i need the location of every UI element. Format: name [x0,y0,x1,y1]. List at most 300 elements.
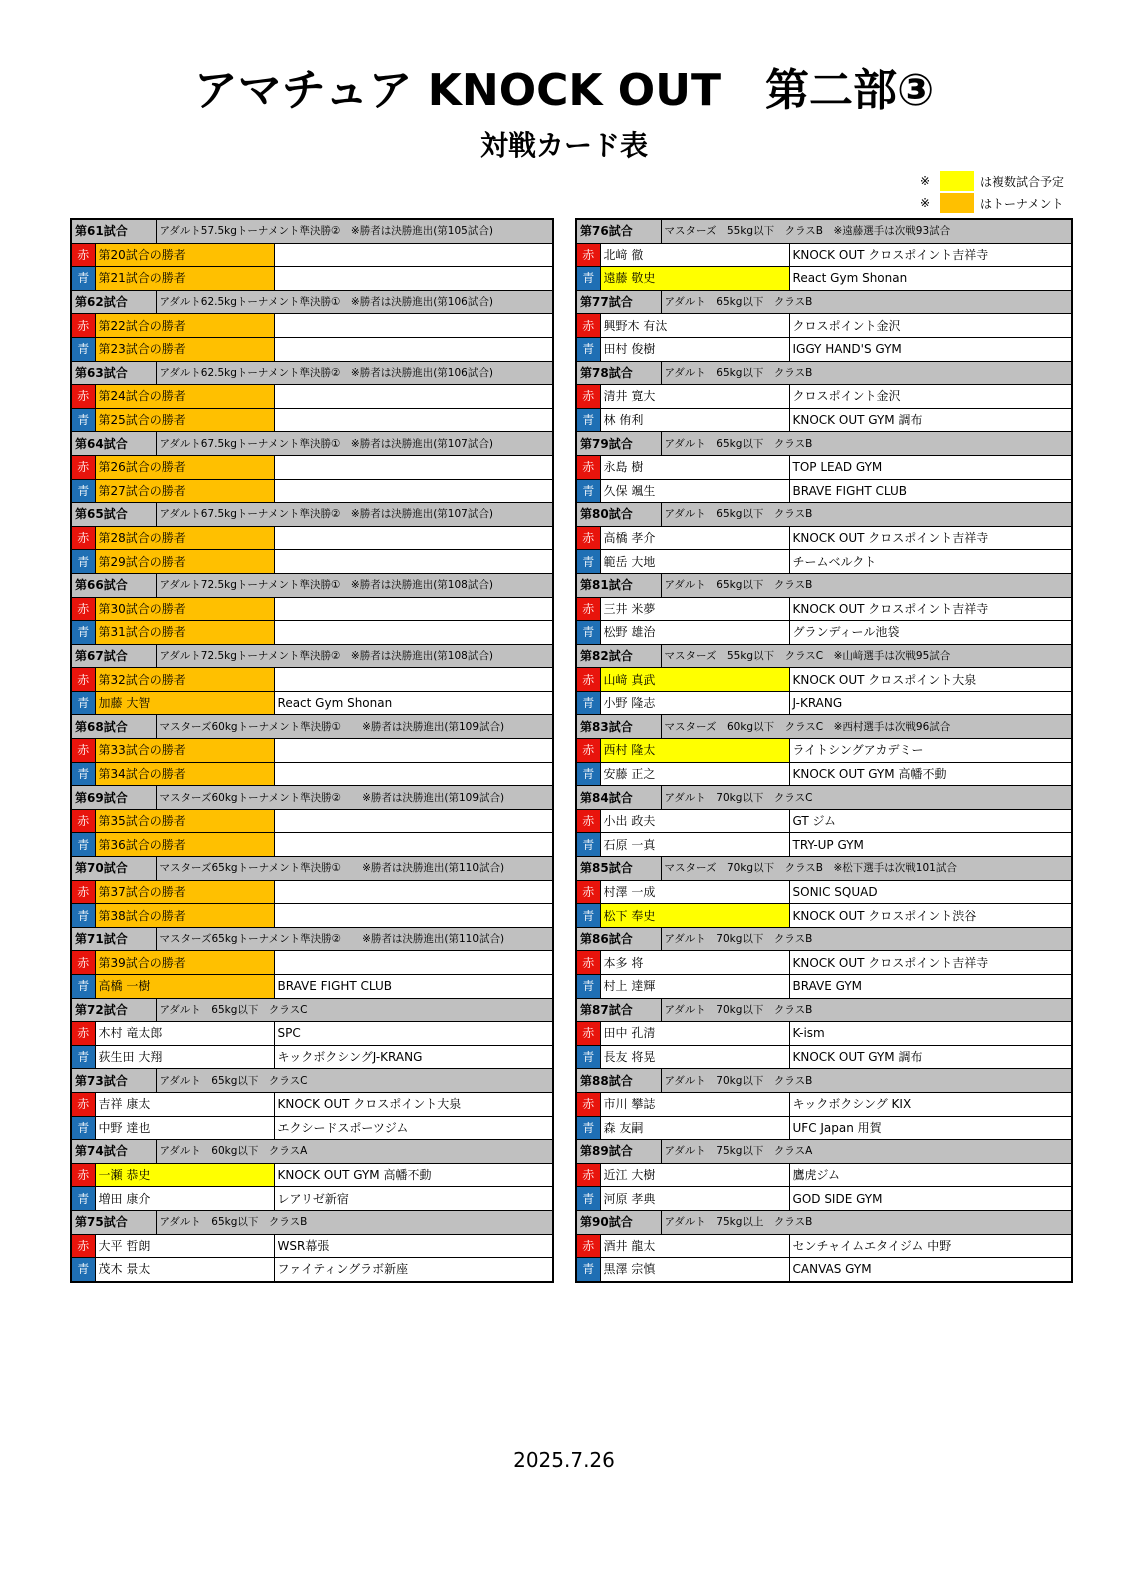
fighter-gym [274,762,553,786]
fighter-name: 第34試合の勝者 [95,762,274,786]
fighter-name: 安藤 正之 [600,762,789,786]
legend-text: はトーナメント [980,196,1064,211]
match-info: アダルト 70kg以下 クラスC [661,786,1072,810]
fighter-name: 石原 一真 [600,833,789,857]
fighter-name: 第35試合の勝者 [95,809,274,833]
fighter-row-red [576,526,1072,550]
corner-red-badge: 赤 [576,1163,600,1187]
fighter-gym [274,904,553,928]
fighter-name: 第32試合の勝者 [95,668,274,692]
match-number: 第71試合 [71,927,156,951]
match-number: 第62試合 [71,290,156,314]
fighter-name: 増田 康介 [95,1187,274,1211]
corner-red-badge: 赤 [576,243,600,267]
fighter-name: 清井 寛大 [600,385,789,409]
fighter-gym: BRAVE FIGHT CLUB [789,479,1072,503]
fighter-name: 市川 攀誌 [600,1092,789,1116]
match-number: 第65試合 [71,503,156,527]
match-info: アダルト62.5kgトーナメント準決勝① ※勝者は決勝進出(第106試合) [156,290,553,314]
fighter-gym [274,809,553,833]
match-info: アダルト 65kg以下 クラスB [661,290,1072,314]
fighter-name: 茂木 景太 [95,1258,274,1282]
fighter-name: 山﨑 真武 [600,668,789,692]
fighter-row-blue [71,621,553,645]
fighter-name: 一瀬 恭史 [95,1163,274,1187]
corner-blue-badge: 青 [576,691,600,715]
fighter-name: 三井 米夢 [600,597,789,621]
fighter-gym [274,951,553,975]
match-header [576,1140,1072,1164]
corner-blue-badge: 青 [71,267,95,291]
fighter-row-red [576,385,1072,409]
fighter-row-red [71,597,553,621]
match-number: 第70試合 [71,857,156,881]
legend-tournament [920,192,1064,214]
match-number: 第72試合 [71,998,156,1022]
fighter-gym [274,621,553,645]
fighter-name: 第29試合の勝者 [95,550,274,574]
fighter-row-blue [576,833,1072,857]
fighter-name: 近江 大樹 [600,1163,789,1187]
fighter-gym [274,597,553,621]
fighter-gym [274,385,553,409]
fighter-name: 第25試合の勝者 [95,408,274,432]
fighter-name: 高橋 一樹 [95,975,274,999]
match-number: 第90試合 [576,1210,661,1234]
page-title: アマチュア KNOCK OUT 第二部③ [193,65,935,116]
fighter-name: 本多 将 [600,951,789,975]
fighter-name: 田中 孔清 [600,1022,789,1046]
fighter-row-red [71,1163,553,1187]
fighter-row-red [71,385,553,409]
match-number: 第75試合 [71,1210,156,1234]
fighter-row-blue [576,762,1072,786]
match-info: アダルト67.5kgトーナメント準決勝② ※勝者は決勝進出(第107試合) [156,503,553,527]
fighter-gym: グランディール池袋 [789,621,1072,645]
fighter-row-blue [71,1045,553,1069]
fighter-row-blue [576,267,1072,291]
corner-red-badge: 赤 [71,526,95,550]
fighter-gym: クロスポイント金沢 [789,314,1072,338]
fighter-gym: KNOCK OUT クロスポイント吉祥寺 [789,243,1072,267]
fighter-row-red [71,526,553,550]
fighter-name: 高橋 孝介 [600,526,789,550]
fighter-name: 大平 哲朗 [95,1234,274,1258]
corner-blue-badge: 青 [576,408,600,432]
fighter-name: 松野 雄治 [600,621,789,645]
fighter-gym: SONIC SQUAD [789,880,1072,904]
fighter-gym: KNOCK OUT クロスポイント大泉 [789,668,1072,692]
fighter-row-blue [576,1045,1072,1069]
fighter-name: 酒井 龍太 [600,1234,789,1258]
corner-red-badge: 赤 [576,526,600,550]
fighter-gym: BRAVE GYM [789,975,1072,999]
fighter-name: 松下 奉史 [600,904,789,928]
match-info: アダルト 75kg以下 クラスA [661,1140,1072,1164]
corner-red-badge: 赤 [576,1234,600,1258]
match-header [576,290,1072,314]
fighter-name: 第20試合の勝者 [95,243,274,267]
fighter-row-red [576,951,1072,975]
corner-red-badge: 赤 [71,1234,95,1258]
match-number: 第64試合 [71,432,156,456]
corner-blue-badge: 青 [576,1045,600,1069]
match-info: アダルト 65kg以下 クラスC [156,998,553,1022]
fighter-name: 範岳 大地 [600,550,789,574]
corner-red-badge: 赤 [576,880,600,904]
fighter-row-blue [71,1258,553,1282]
match-info: マスターズ 55kg以下 クラスB ※遠藤選手は次戦93試合 [661,219,1072,243]
match-info: アダルト 65kg以下 クラスB [661,503,1072,527]
match-number: 第69試合 [71,786,156,810]
fighter-gym: KNOCK OUT GYM 高幡不動 [274,1163,553,1187]
fighter-row-red [71,809,553,833]
match-header [71,715,553,739]
fighter-row-red [576,880,1072,904]
match-header [576,219,1072,243]
match-number: 第61試合 [71,219,156,243]
fighter-gym: SPC [274,1022,553,1046]
match-number: 第85試合 [576,857,661,881]
fighter-gym [274,668,553,692]
fighter-row-blue [576,975,1072,999]
fighter-row-blue [71,267,553,291]
corner-blue-badge: 青 [576,975,600,999]
corner-blue-badge: 青 [71,1045,95,1069]
fighter-name: 長友 将晃 [600,1045,789,1069]
fighter-gym: クロスポイント金沢 [789,385,1072,409]
match-info: マスターズ 55kg以下 クラスC ※山﨑選手は次戦95試合 [661,644,1072,668]
fighter-gym: KNOCK OUT GYM 高幡不動 [789,762,1072,786]
fighter-row-red [576,1234,1072,1258]
fighter-row-blue [576,1116,1072,1140]
match-header [71,361,553,385]
fighter-row-blue [576,1258,1072,1282]
fighter-name: 村上 達輝 [600,975,789,999]
match-info: アダルト57.5kgトーナメント準決勝② ※勝者は決勝進出(第105試合) [156,219,553,243]
fighter-row-red [71,455,553,479]
fighter-row-blue [71,762,553,786]
fighter-gym: センチャイムエタイジム 中野 [789,1234,1072,1258]
fighter-gym: TOP LEAD GYM [789,455,1072,479]
match-header [71,1210,553,1234]
match-number: 第79試合 [576,432,661,456]
fighter-row-red [71,880,553,904]
match-number: 第87試合 [576,998,661,1022]
corner-red-badge: 赤 [576,455,600,479]
corner-blue-badge: 青 [576,479,600,503]
match-info: アダルト62.5kgトーナメント準決勝② ※勝者は決勝進出(第106試合) [156,361,553,385]
match-header [71,503,553,527]
fighter-gym: KNOCK OUT GYM 調布 [789,1045,1072,1069]
fighter-gym: チームベルクト [789,550,1072,574]
fighter-name: 林 侑利 [600,408,789,432]
fighter-name: 第28試合の勝者 [95,526,274,550]
match-number: 第74試合 [71,1140,156,1164]
corner-blue-badge: 青 [71,1187,95,1211]
fighter-row-red [71,1234,553,1258]
match-header [71,290,553,314]
fighter-name: 永島 樹 [600,455,789,479]
corner-blue-badge: 青 [576,621,600,645]
corner-blue-badge: 青 [576,1116,600,1140]
fighter-name: 第27試合の勝者 [95,479,274,503]
fighter-gym [274,337,553,361]
event-date: 2025.7.26 [513,1448,615,1472]
corner-red-badge: 赤 [71,1022,95,1046]
corner-blue-badge: 青 [576,904,600,928]
corner-blue-badge: 青 [71,904,95,928]
match-header [576,1210,1072,1234]
fighter-gym [274,739,553,763]
fighter-gym [274,455,553,479]
fighter-gym [274,479,553,503]
fighter-row-blue [576,691,1072,715]
match-info: アダルト 65kg以下 クラスC [156,1069,553,1093]
fighter-name: 村澤 一成 [600,880,789,904]
corner-blue-badge: 青 [71,550,95,574]
match-header [576,927,1072,951]
fighter-gym [274,880,553,904]
match-info: アダルト 65kg以下 クラスB [661,361,1072,385]
fighter-row-red [71,1092,553,1116]
corner-blue-badge: 青 [576,267,600,291]
fighter-gym [274,267,553,291]
fighter-row-red [576,597,1072,621]
fighter-name: 第22試合の勝者 [95,314,274,338]
corner-red-badge: 赤 [576,385,600,409]
corner-blue-badge: 青 [71,1258,95,1282]
corner-red-badge: 赤 [576,951,600,975]
corner-blue-badge: 青 [71,479,95,503]
fighter-row-red [71,668,553,692]
corner-red-badge: 赤 [71,1163,95,1187]
match-info: マスターズ65kgトーナメント準決勝① ※勝者は決勝進出(第110試合) [156,857,553,881]
match-header [576,857,1072,881]
corner-blue-badge: 青 [576,1187,600,1211]
corner-blue-badge: 青 [576,550,600,574]
corner-red-badge: 赤 [71,739,95,763]
fighter-row-blue [576,621,1072,645]
fighter-name: 田村 俊樹 [600,337,789,361]
fighter-name: 第24試合の勝者 [95,385,274,409]
match-header [576,361,1072,385]
fighter-name: 加藤 大智 [95,691,274,715]
fighter-gym: J-KRANG [789,691,1072,715]
legend-swatch-yellow [940,171,974,191]
fighter-row-blue [71,550,553,574]
fighter-gym: GOD SIDE GYM [789,1187,1072,1211]
corner-red-badge: 赤 [576,597,600,621]
match-header [576,503,1072,527]
match-info: マスターズ 70kg以下 クラスB ※松下選手は次戦101試合 [661,857,1072,881]
fighter-row-blue [71,833,553,857]
match-header [576,432,1072,456]
fighter-gym: KNOCK OUT GYM 調布 [789,408,1072,432]
fighter-row-red [71,951,553,975]
match-number: 第67試合 [71,644,156,668]
match-header [71,927,553,951]
fighter-gym: K-ism [789,1022,1072,1046]
match-number: 第86試合 [576,927,661,951]
match-info: アダルト 70kg以下 クラスB [661,998,1072,1022]
fighter-gym: IGGY HAND'S GYM [789,337,1072,361]
fighter-gym: WSR幕張 [274,1234,553,1258]
fighter-name: 興野木 有汰 [600,314,789,338]
match-number: 第66試合 [71,573,156,597]
match-header [71,432,553,456]
match-header [71,573,553,597]
fighter-name: 黒澤 宗慎 [600,1258,789,1282]
match-number: 第83試合 [576,715,661,739]
fighter-row-blue [576,1187,1072,1211]
fighter-gym [274,526,553,550]
fighter-row-red [576,314,1072,338]
match-number: 第76試合 [576,219,661,243]
corner-red-badge: 赤 [576,1022,600,1046]
match-header [71,644,553,668]
page-subtitle: 対戦カード表 [479,129,648,162]
fighter-name: 北﨑 徹 [600,243,789,267]
fighter-name: 久保 颯生 [600,479,789,503]
fighter-name: 第33試合の勝者 [95,739,274,763]
fighter-gym: React Gym Shonan [789,267,1072,291]
legend-mark: ※ [920,196,931,210]
fighter-row-red [71,243,553,267]
match-info: マスターズ65kgトーナメント準決勝② ※勝者は決勝進出(第110試合) [156,927,553,951]
fighter-row-red [71,314,553,338]
corner-red-badge: 赤 [576,739,600,763]
match-header [71,857,553,881]
match-number: 第89試合 [576,1140,661,1164]
fighter-gym: React Gym Shonan [274,691,553,715]
fighter-row-red [71,739,553,763]
corner-blue-badge: 青 [576,833,600,857]
match-number: 第82試合 [576,644,661,668]
corner-red-badge: 赤 [71,668,95,692]
fighter-gym: KNOCK OUT クロスポイント吉祥寺 [789,526,1072,550]
match-info: アダルト67.5kgトーナメント準決勝① ※勝者は決勝進出(第107試合) [156,432,553,456]
match-info: アダルト 65kg以下 クラスB [661,432,1072,456]
match-header [576,786,1072,810]
fighter-row-red [576,739,1072,763]
match-info: アダルト 70kg以下 クラスB [661,927,1072,951]
match-header [576,644,1072,668]
fighter-gym: KNOCK OUT クロスポイント吉祥寺 [789,951,1072,975]
match-info: アダルト72.5kgトーナメント準決勝② ※勝者は決勝進出(第108試合) [156,644,553,668]
fighter-gym [274,550,553,574]
corner-blue-badge: 青 [71,621,95,645]
match-info: アダルト 65kg以下 クラスB [661,573,1072,597]
match-number: 第63試合 [71,361,156,385]
fighter-row-blue [71,408,553,432]
fighter-gym [274,243,553,267]
match-info: アダルト 65kg以下 クラスB [156,1210,553,1234]
match-info: アダルト 70kg以下 クラスB [661,1069,1072,1093]
match-header [71,1069,553,1093]
match-info: アダルト 60kg以下 クラスA [156,1140,553,1164]
corner-red-badge: 赤 [576,668,600,692]
corner-blue-badge: 青 [576,337,600,361]
fighter-gym [274,408,553,432]
fighter-row-blue [71,479,553,503]
fighter-gym: ファイティングラボ新座 [274,1258,553,1282]
fighter-name: 第21試合の勝者 [95,267,274,291]
fighter-row-red [71,1022,553,1046]
fighter-name: 第26試合の勝者 [95,455,274,479]
corner-blue-badge: 青 [71,408,95,432]
corner-red-badge: 赤 [71,597,95,621]
fighter-gym: キックボクシングJ-KRANG [274,1045,553,1069]
fighter-row-red [576,243,1072,267]
corner-red-badge: 赤 [71,385,95,409]
fighter-gym: KNOCK OUT クロスポイント渋谷 [789,904,1072,928]
match-header [71,1140,553,1164]
match-info: マスターズ60kgトーナメント準決勝② ※勝者は決勝進出(第109試合) [156,786,553,810]
match-header [71,786,553,810]
fighter-name: 第36試合の勝者 [95,833,274,857]
corner-red-badge: 赤 [71,314,95,338]
match-number: 第88試合 [576,1069,661,1093]
match-number: 第80試合 [576,503,661,527]
match-header [71,219,553,243]
corner-red-badge: 赤 [71,1092,95,1116]
fighter-gym: エクシードスポーツジム [274,1116,553,1140]
fighter-gym [274,314,553,338]
fighter-name: 第37試合の勝者 [95,880,274,904]
fighter-gym: UFC Japan 用賀 [789,1116,1072,1140]
corner-red-badge: 赤 [71,243,95,267]
fighter-row-blue [71,337,553,361]
corner-red-badge: 赤 [71,951,95,975]
corner-red-badge: 赤 [71,880,95,904]
fighter-row-red [576,668,1072,692]
corner-blue-badge: 青 [71,762,95,786]
match-number: 第78試合 [576,361,661,385]
match-number: 第81試合 [576,573,661,597]
fighter-gym: GT ジム [789,809,1072,833]
corner-blue-badge: 青 [71,1116,95,1140]
legend-text: は複数試合予定 [980,174,1065,189]
fighter-name: 遠藤 敬史 [600,267,789,291]
legend-mark: ※ [920,174,931,188]
fighter-row-blue [576,408,1072,432]
fighter-gym: キックボクシング KIX [789,1092,1072,1116]
fighter-name: 第31試合の勝者 [95,621,274,645]
match-info: アダルト72.5kgトーナメント準決勝① ※勝者は決勝進出(第108試合) [156,573,553,597]
match-header [576,1069,1072,1093]
fighter-name: 小野 隆志 [600,691,789,715]
fighter-name: 河原 孝典 [600,1187,789,1211]
corner-red-badge: 赤 [576,809,600,833]
match-number: 第77試合 [576,290,661,314]
fighter-name: 西村 隆太 [600,739,789,763]
match-header [71,998,553,1022]
fighter-row-blue [71,975,553,999]
match-header [576,573,1072,597]
fighter-gym: ライトシングアカデミー [789,739,1072,763]
fight-card-table-right [575,218,1073,1283]
fighter-name: 第23試合の勝者 [95,337,274,361]
corner-blue-badge: 青 [71,833,95,857]
fighter-row-blue [576,550,1072,574]
fighter-row-blue [576,904,1072,928]
corner-blue-badge: 青 [576,762,600,786]
match-header [576,998,1072,1022]
fighter-row-blue [71,691,553,715]
fighter-row-red [576,455,1072,479]
fighter-gym: レアリゼ新宿 [274,1187,553,1211]
